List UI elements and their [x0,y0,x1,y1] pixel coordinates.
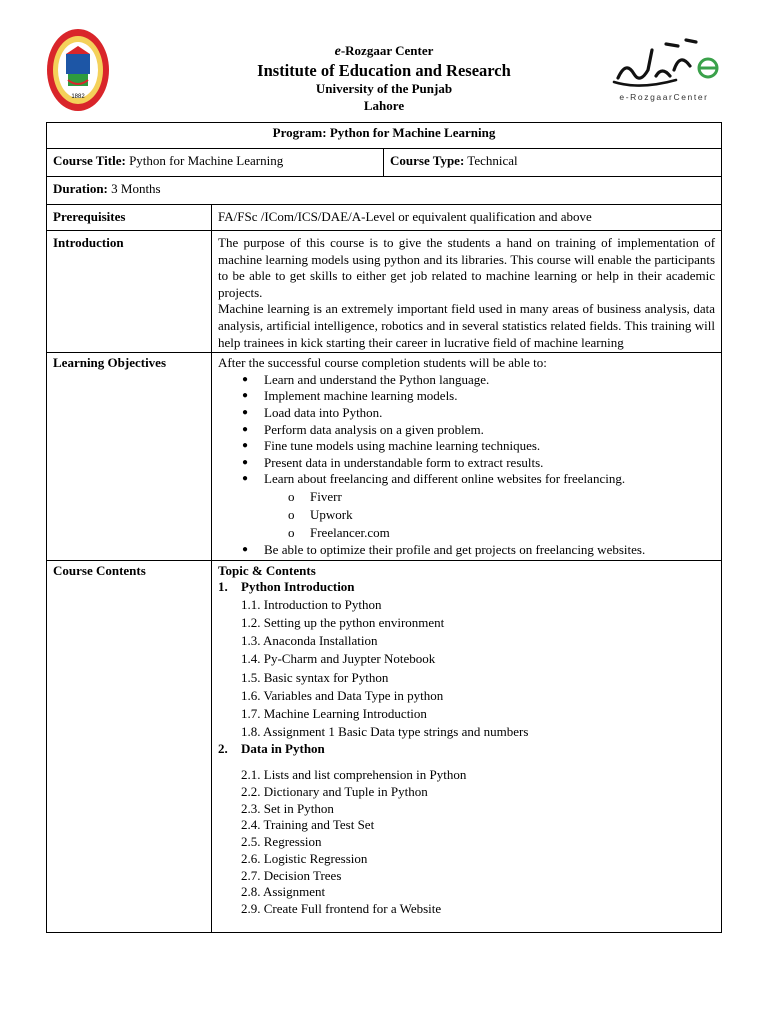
objectives-list [218,372,715,559]
list-item: 1.5. Basic syntax for Python [241,669,389,685]
section-title: 2. Data in Python [218,741,325,757]
document-header [0,0,768,122]
objectives-intro: After the successful course completion students will be able to: [218,355,547,371]
list-item: ● Learn about freelancing and different online websites for freelancing. o Fiverr o Upwork o Freelancer.com [264,471,715,542]
institute-name: Institute of Education and Research [257,60,511,80]
introduction-row [47,231,722,353]
prerequisites-label: Prerequisites [47,205,212,231]
list-item: ● Perform data analysis on a given problem. [264,422,715,439]
learning-objectives-row [47,353,722,560]
list-item: ● Fine tune models using machine learning techniques. [264,438,715,455]
list-item: 1.1. Introduction to Python [241,596,382,612]
duration-row [47,177,722,205]
list-item: o Freelancer.com [310,524,715,542]
list-item: 2.6. Logistic Regression [241,850,368,866]
duration-value: 3 Months [111,181,161,196]
list-item: ● Learn and understand the Python language. [264,372,715,389]
list-item: ● Present data in understandable form to extract results. [264,455,715,472]
course-title-row [47,149,722,177]
prerequisites-value: FA/FSc /ICom/ICS/DAE/A-Level or equivalent qualification and above [212,205,722,231]
center-name: -Rozgaar Center [340,43,434,58]
list-item: 1.8. Assignment 1 Basic Data type strings and numbers [241,724,529,740]
list-item: 1.7. Machine Learning Introduction [241,705,427,721]
course-title-value: Python for Machine Learning [129,153,284,168]
list-item: 1.4. Py-Charm and Juypter Notebook [241,651,436,667]
list-item: 2.3. Set in Python [241,800,334,816]
list-item: ● Be able to optimize their profile and get projects on freelancing websites. [264,542,715,559]
list-item: 2.8. Assignment [241,884,326,900]
header-titles [220,44,548,112]
university-name: University of the Punjab [315,81,453,96]
contents-heading: Topic & Contents [218,562,316,578]
list-item: ● Load data into Python. [264,405,715,422]
center-prefix: e [334,44,341,59]
list-item: ● Implement machine learning models. [264,388,715,405]
introduction-paragraph-1: The purpose of this course is to give the students a hand on training of implementation of machine learning models using python and its libraries. This course will enable the participants to be able to get skills to either get job related to machine learning or help in their academic projects. [218,235,716,300]
freelancing-sites-list [264,488,715,542]
course-title-label: Course Title: [53,153,126,168]
erozgaar-logo-text: e-RozgaarCenter [619,92,709,102]
university-seal-logo [46,28,110,112]
course-type-value: Technical [467,153,518,168]
program-label: Program: [272,125,327,140]
list-item: 2.1. Lists and list comprehension in Python [241,766,467,782]
program-value: Python for Machine Learning [329,125,496,140]
list-item: 2.4. Training and Test Set [241,817,375,833]
course-outline-table [46,122,722,933]
introduction-label: Introduction [47,231,212,353]
list-item: 2.5. Regression [241,834,322,850]
section-title: 1. Python Introduction [218,579,355,595]
seal-year: 1882 [71,94,85,100]
contents-label: Course Contents [47,560,212,932]
objectives-label: Learning Objectives [47,353,212,560]
introduction-paragraph-2: Machine learning is an extremely important field used in many areas of business analysis, data analysis, artificial intelligence, robotics and in several statistics related fields. This training will help trainees in kick starting their career in lucrative field of machine learning [218,301,716,350]
course-contents-row [47,560,722,932]
duration-label: Duration: [53,181,108,196]
list-item: 2.2. Dictionary and Tuple in Python [241,783,428,799]
list-item: o Fiverr [310,488,715,506]
prerequisites-row [47,205,722,231]
program-row [47,123,722,149]
list-item: 1.3. Anaconda Installation [241,633,378,649]
list-item: o Upwork [310,506,715,524]
list-item: 2.7. Decision Trees [241,867,342,883]
city-name: Lahore [363,97,405,113]
list-item: 1.2. Setting up the python environment [241,614,445,630]
course-type-label: Course Type: [390,153,465,168]
list-item: 2.9. Create Full frontend for a Website [241,901,442,917]
list-item: 1.6. Variables and Data Type in python [241,687,444,703]
